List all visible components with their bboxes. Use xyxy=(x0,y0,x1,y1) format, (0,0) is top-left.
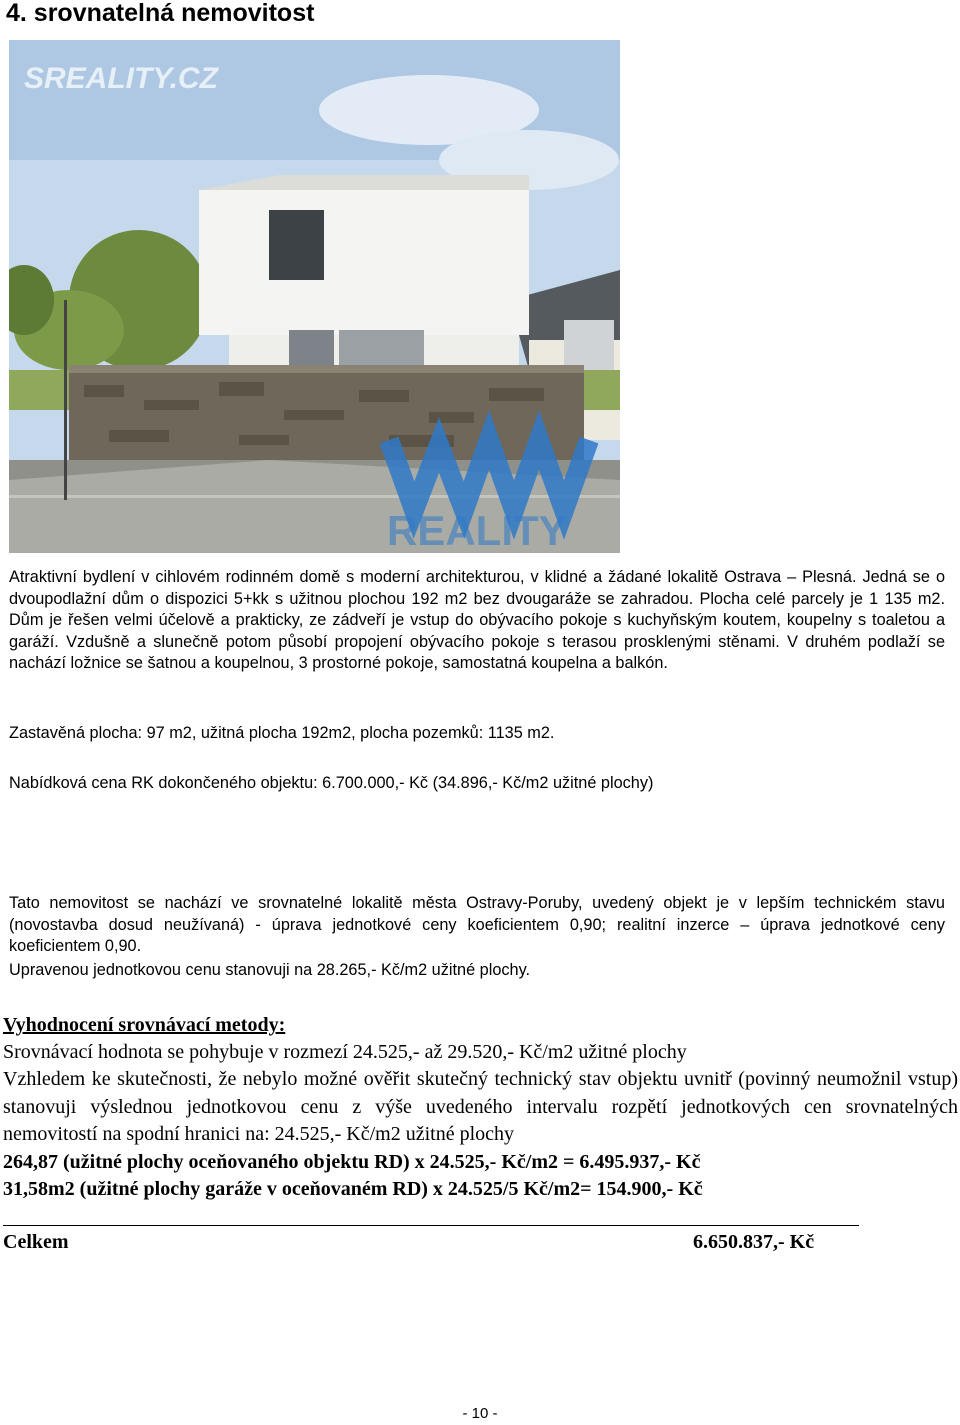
section-heading: 4. srovnatelná nemovitost xyxy=(6,0,315,27)
house-illustration xyxy=(9,40,620,553)
page-number: - 10 - xyxy=(462,1405,498,1422)
total-divider xyxy=(3,1225,859,1226)
calculation-house: 264,87 (užitné plochy oceňovaného objektu RD) x 24.525,- Kč/m2 = 6.495.937,- Kč xyxy=(3,1151,701,1173)
evaluation-range: Srovnávací hodnota se pohybuje v rozmezí 24.525,- až 29.520,- Kč/m2 užitné plochy xyxy=(3,1041,687,1063)
calculation-garage: 31,58m2 (užitné plochy garáže v oceňovaném RD) x 24.525/5 Kč/m2= 154.900,- Kč xyxy=(3,1178,703,1200)
comparison-paragraph: Tato nemovitost se nachází ve srovnatelné lokalitě města Ostravy-Poruby, uvedený objekt je v lepším technickém stavu (novostavba dosud neužívaná) - úprava jednotkové ceny koeficientem 0,90; realitní inzerce – úprava jednotkové ceny koeficientem 0,90. xyxy=(9,894,945,955)
total-value: 6.650.837,- Kč xyxy=(693,1231,815,1253)
total-label: Celkem xyxy=(3,1231,69,1253)
svg-text:SREALITY.CZ: SREALITY.CZ xyxy=(24,62,218,95)
property-description: Atraktivní bydlení v cihlovém rodinném domě s moderní architekturou, v klidné a žádané lokalitě Ostrava – Plesná. Jedná se o dvoupodlažní dům o dispozici 5+kk s užitnou plochou 192 m2 bez dvougaráže se zahradou. Plocha celé parcely je 1 135 m2. Dům je řešen velmi účelově a prakticky, ze zádveří je vstup do obývacího pokoje s kuchyňským koutem, koupelny s toaletou a garáží. Vzdušně a slunečně potom působí propojení obývacího pokoje s terasou prosklenými stěnami. V druhém podlaží se nachází ložnice se šatnou a koupelnou, 3 prostorné pokoje, samostatná koupelna a balkón. xyxy=(9,568,945,672)
svg-text:REALITY: REALITY xyxy=(387,507,567,553)
property-photo xyxy=(9,40,620,553)
offer-price-line: Nabídková cena RK dokončeného objektu: 6.700.000,- Kč (34.896,- Kč/m2 užitné plochy) xyxy=(9,774,654,792)
adjusted-price-line: Upravenou jednotkovou cenu stanovuji na 28.265,- Kč/m2 užitné plochy. xyxy=(9,961,531,979)
evaluation-title: Vyhodnocení srovnávací metody: xyxy=(3,1014,286,1036)
evaluation-reasoning: Vzhledem ke skutečnosti, že nebylo možné ověřit skutečný technický stav objektu uvnitř (povinný neumožnil vstup) stanovuji výslednou jednotkovou cenu z výše uvedeného intervalu rozpětí jednotkových cen srovnatelných nemovitostí na spodní hranici na: 24.525,- Kč/m2 užitné plochy xyxy=(3,1068,958,1145)
areas-line: Zastavěná plocha: 97 m2, užitná plocha 192m2, plocha pozemků: 1135 m2. xyxy=(9,724,555,742)
